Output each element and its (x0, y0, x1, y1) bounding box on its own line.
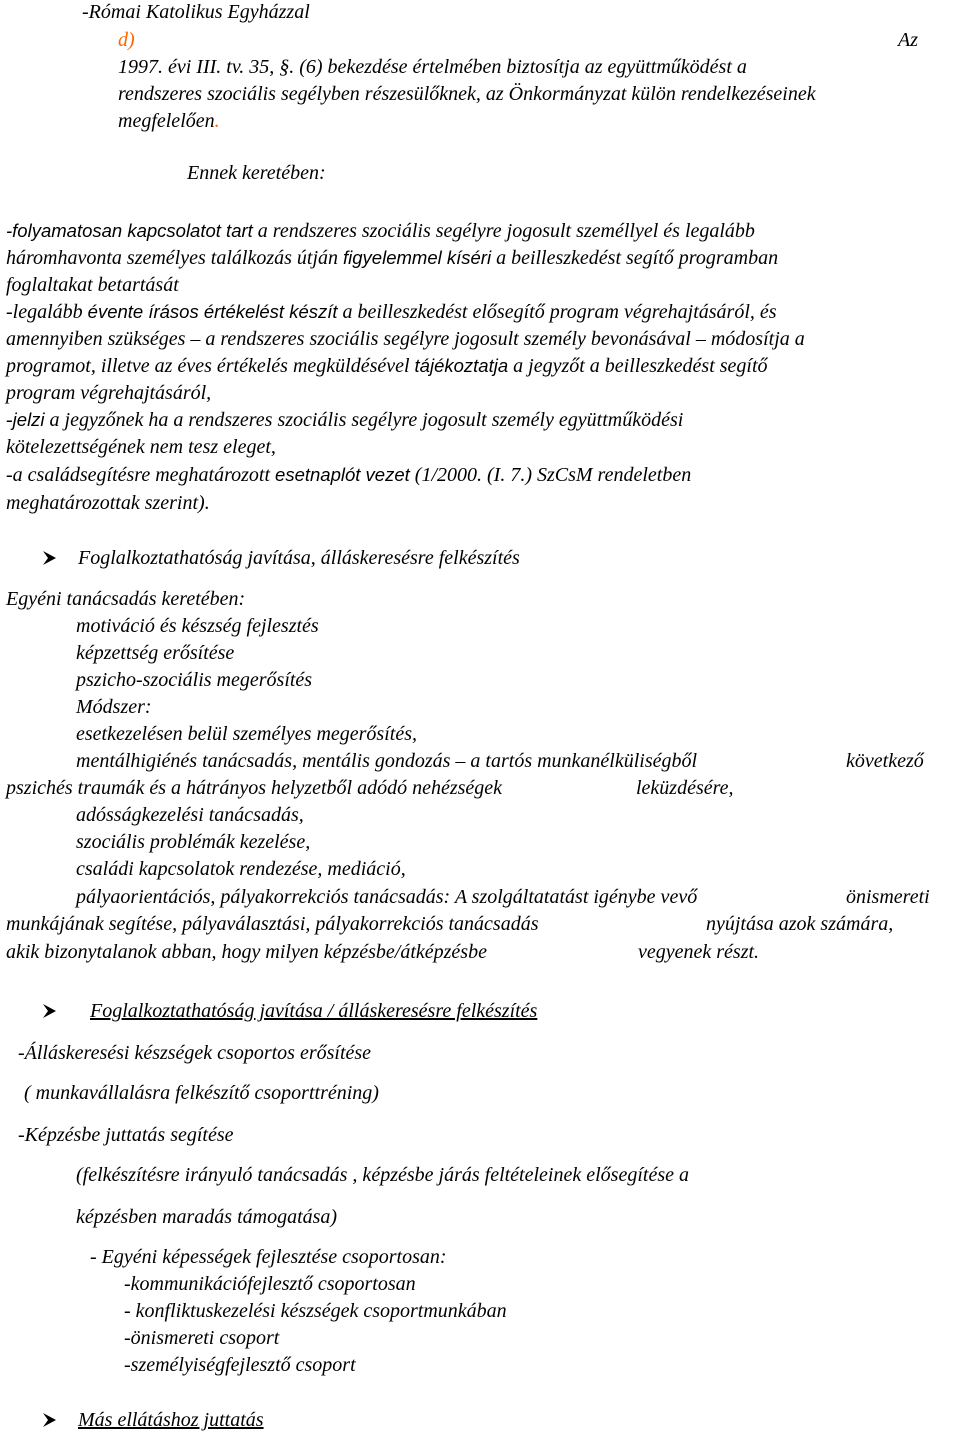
framework-p2-line-1: -legalább évente írásos értékelést készít a beilleszkedést elősegítő program végrehajtásáról, és (6, 301, 777, 323)
section-1-intro: Egyéni tanácsadás keretében: (6, 588, 246, 610)
sub-list-item: -kommunikációfejlesztő csoportosan (124, 1273, 416, 1295)
item-letter-d: d) (118, 29, 135, 51)
arrow-bullet-icon (40, 546, 60, 570)
section-2-heading: Foglalkoztathatóság javítása / álláskeresésre felkészítés (90, 1000, 538, 1022)
framework-p3-line-2: kötelezettségének nem tesz eleget, (6, 436, 276, 458)
framework-p4-line-2: meghatározottak szerint). (6, 492, 210, 514)
intro-line-3: 1997. évi III. tv. 35, §. (6) bekezdése értelmében biztosítja az együttműködést a (118, 56, 747, 78)
framework-p2-line-3: programot, illetve az éves értékelés megküldésével tájékoztatja a jegyzőt a beilleszkedést segítő (6, 355, 768, 377)
mental-line-1: mentálhigiénés tanácsadás, mentális gondozás – a tartós munkanélküliségből (76, 750, 698, 772)
intro-line-4: rendszeres szociális segélyben részesülőknek, az Önkormányzat külön rendelkezéseinek (118, 83, 816, 105)
section-2-line-5: képzésben maradás támogatása) (76, 1206, 338, 1228)
list-item: családi kapcsolatok rendezése, mediáció, (76, 858, 406, 880)
intro-line-5: megfelelően. (118, 110, 220, 132)
framework-p2-line-4: program végrehajtásáról, (6, 382, 212, 404)
framework-p4-line-1: -a családsegítésre meghatározott esetnaplót vezet (1/2000. (I. 7.) SzCsM rendeletben (6, 464, 692, 486)
framework-p2-line-2: amennyiben szükséges – a rendszeres szociális segélyre jogosult személy bevonásával – módosítja a (6, 328, 805, 350)
arrow-bullet-icon (40, 999, 60, 1023)
framework-heading: Ennek keretében: (187, 162, 326, 184)
list-item: képzettség erősítése (76, 642, 235, 664)
sub-list-item: - konfliktuskezelési készségek csoportmunkában (124, 1300, 507, 1322)
career-line-1-end: önismereti (846, 886, 930, 908)
sub-list-item: -személyiségfejlesztő csoport (124, 1354, 356, 1376)
career-line-2-end: nyújtása azok számára, (706, 913, 894, 935)
section-2-line-3: -Képzésbe juttatás segítése (18, 1124, 234, 1146)
list-item: motiváció és készség fejlesztés (76, 615, 319, 637)
framework-p1-line-2: háromhavonta személyes találkozás útján figyelemmel kíséri a beilleszkedést segítő programban (6, 247, 779, 269)
list-item: pszicho-szociális megerősítés (76, 669, 313, 691)
section-2-line-2: ( munkavállalásra felkészítő csoporttréning) (24, 1082, 379, 1104)
list-item: adósságkezelési tanácsadás, (76, 804, 304, 826)
mental-line-2: pszichés traumák és a hátrányos helyzetből adódó nehézségek (6, 777, 503, 799)
career-line-3: akik bizonytalanok abban, hogy milyen képzésbe/átképzésbe (6, 941, 487, 963)
intro-line-1: -Római Katolikus Egyházzal (82, 1, 310, 23)
intro-line-2-end: Az (898, 29, 918, 51)
section-2-line-6: - Egyéni képességek fejlesztése csoportosan: (90, 1246, 447, 1268)
section-2-line-1: -Álláskeresési készségek csoportos erősítése (18, 1042, 372, 1064)
section-3-heading: Más ellátáshoz juttatás (78, 1409, 264, 1431)
mental-line-2-end: leküzdésére, (636, 777, 734, 799)
list-item: esetkezelésen belül személyes megerősítés, (76, 723, 417, 745)
section-1-heading: Foglalkoztathatóság javítása, álláskeresésre felkészítés (78, 547, 520, 569)
list-item: Módszer: (76, 696, 152, 718)
career-line-3-end: vegyenek részt. (638, 941, 760, 963)
framework-p1-line-1: -folyamatosan kapcsolatot tart a rendszeres szociális segélyre jogosult személlyel és legalább (6, 220, 755, 242)
section-2-line-4: (felkészítésre irányuló tanácsadás , képzésbe járás feltételeinek elősegítése a (76, 1164, 689, 1186)
framework-p1-line-3: foglaltakat betartását (6, 274, 179, 296)
arrow-bullet-icon (40, 1408, 60, 1432)
mental-line-1-end: következő (846, 750, 924, 772)
sub-list-item: -önismereti csoport (124, 1327, 280, 1349)
framework-p3-line-1: -jelzi a jegyzőnek ha a rendszeres szociális segélyre jogosult személy együttműködési (6, 409, 684, 431)
list-item: szociális problémák kezelése, (76, 831, 311, 853)
career-line-1: pályaorientációs, pályakorrekciós tanácsadás: A szolgáltatatást igénybe vevő (76, 886, 698, 908)
career-line-2: munkájának segítése, pályaválasztási, pályakorrekciós tanácsadás (6, 913, 539, 935)
